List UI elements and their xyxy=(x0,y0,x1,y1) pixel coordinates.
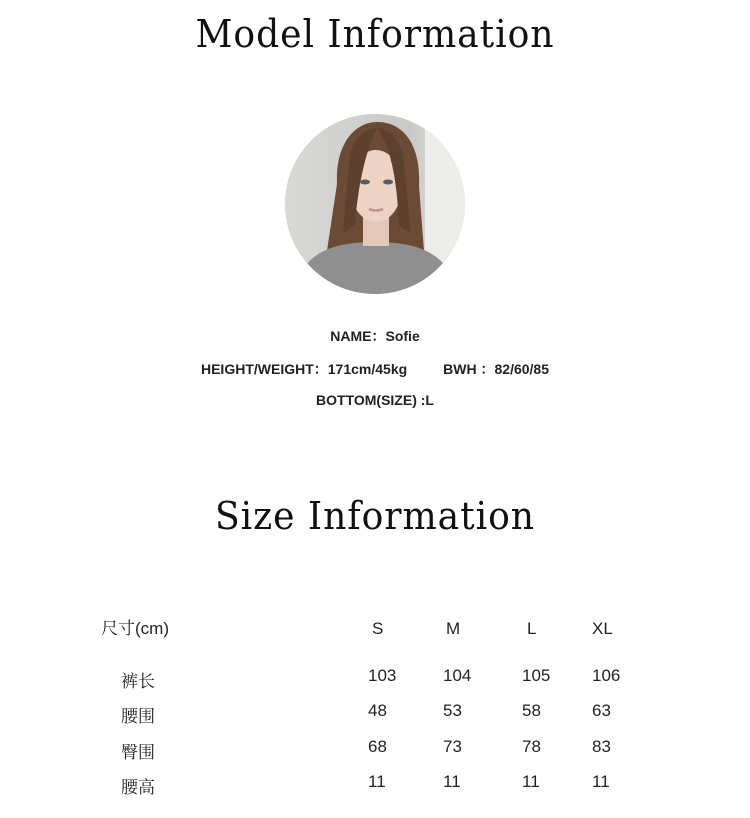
table-cell: 103 xyxy=(368,666,397,685)
table-cell: 48 xyxy=(368,701,387,720)
model-bottom-size-line xyxy=(0,392,750,408)
table-cell: 68 xyxy=(368,737,387,756)
height-weight-label: HEIGHT/WEIGHT： xyxy=(200,361,328,377)
model-photo xyxy=(285,114,465,294)
height-weight-value: 171cm/45kg xyxy=(327,361,408,377)
size-information-title: Size Information xyxy=(214,494,536,538)
name-value: Sofie xyxy=(385,328,420,344)
column-header-m: M xyxy=(446,619,461,638)
column-header-s: S xyxy=(372,619,384,638)
column-header-xl: XL xyxy=(592,619,613,638)
name-label: NAME： xyxy=(330,328,386,344)
table-cell: 106 xyxy=(592,666,621,685)
bwh-value: 82/60/85 xyxy=(494,361,549,377)
bwh-label: BWH ： xyxy=(443,361,495,377)
table-cell: 73 xyxy=(443,737,462,756)
table-cell: 11 xyxy=(368,772,386,791)
table-cell: 53 xyxy=(443,701,462,720)
table-cell: 58 xyxy=(522,701,541,720)
row-label-rise: 腰高 xyxy=(121,778,155,798)
model-portrait-image xyxy=(285,114,465,294)
size-table-header-label: 尺寸(cm) xyxy=(101,619,169,638)
row-label-hip: 臀围 xyxy=(121,743,155,763)
table-cell: 83 xyxy=(592,737,611,756)
bottom-size-label: BOTTOM(SIZE) : xyxy=(316,392,426,408)
table-cell: 104 xyxy=(443,666,472,685)
model-measurements-line xyxy=(0,359,750,379)
model-information-title: Model Information xyxy=(195,12,555,56)
column-header-l: L xyxy=(527,619,537,638)
row-label-pants-length: 裤长 xyxy=(121,672,155,692)
model-name-line xyxy=(0,326,750,346)
table-cell: 11 xyxy=(443,772,461,791)
row-label-waist: 腰围 xyxy=(121,707,155,727)
table-cell: 11 xyxy=(592,772,610,791)
table-cell: 105 xyxy=(522,666,551,685)
bottom-size-value: L xyxy=(425,392,434,408)
table-cell: 78 xyxy=(522,737,541,756)
table-cell: 63 xyxy=(592,701,611,720)
table-cell: 11 xyxy=(522,772,540,791)
